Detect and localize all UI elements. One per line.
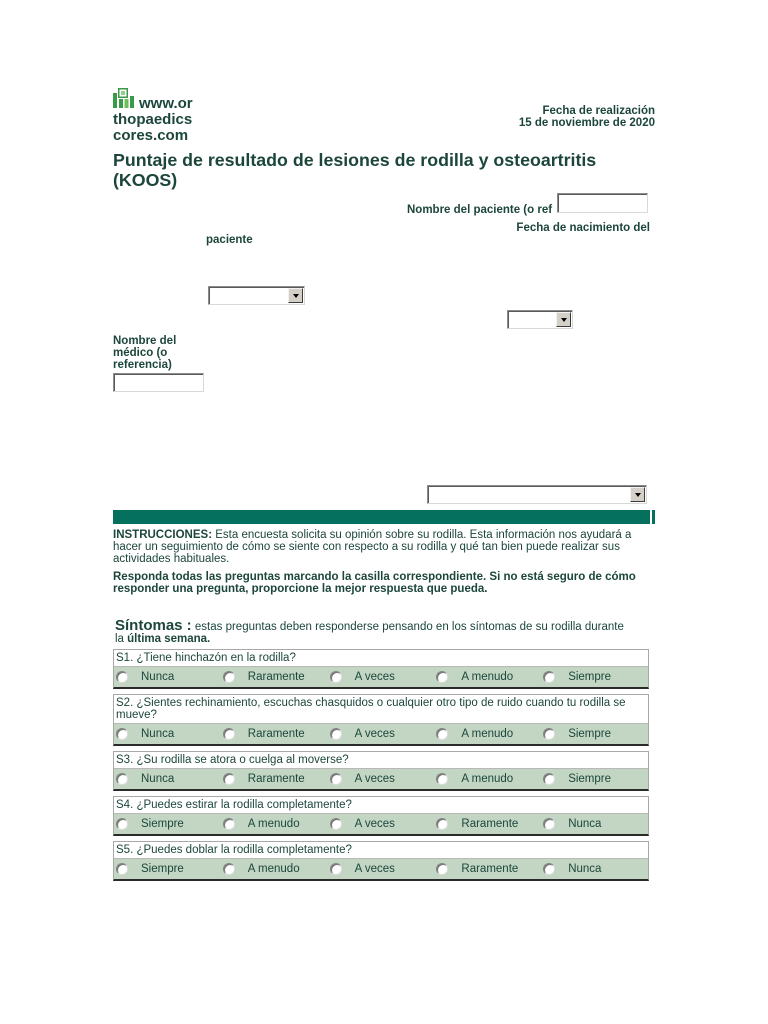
symptoms-period: última semana. [127,633,211,645]
option-label: Siempre [141,863,184,875]
option-label: A menudo [461,671,514,683]
radio-button[interactable] [330,818,342,830]
secondary-select[interactable] [507,310,573,329]
radio-button[interactable] [223,671,235,683]
site-name-line: thopaedics [113,111,193,128]
s1-option-nunca[interactable] [114,667,221,687]
radio-button[interactable] [543,773,555,785]
symptoms-intro-end-text: la [115,633,124,645]
s4-option-a-veces[interactable] [328,814,435,834]
dropdown-button[interactable] [630,487,645,502]
radio-button[interactable] [223,728,235,740]
wide-select[interactable] [427,485,647,504]
radio-button[interactable] [436,863,448,875]
site-name-line: www.or [139,95,193,112]
option-label: Raramente [247,728,305,740]
s5-option-raramente[interactable] [434,859,541,879]
option-label: Nunca [141,773,175,785]
radio-button[interactable] [436,818,448,830]
question-text: S2. ¿Sientes rechinamiento, escuchas chasquidos o cualquier otro tipo de ruido cuando tu rodilla se mueve? [114,695,648,724]
s5-option-siempre[interactable] [114,859,221,879]
radio-button[interactable] [116,773,128,785]
page-title: Puntaje de resultado de lesiones de rodilla y osteoartritis (KOOS) [113,150,597,190]
doctor-label-line: referencia) [113,359,172,371]
option-label: Nunca [568,863,602,875]
question-s4 [113,796,649,836]
s4-option-a-menudo[interactable] [221,814,328,834]
s1-option-raramente[interactable] [221,667,328,687]
option-label: A menudo [461,773,514,785]
s3-option-siempre[interactable] [541,769,648,789]
completion-date-block [519,105,655,129]
s5-option-nunca[interactable] [541,859,648,879]
s5-option-a-menudo[interactable] [221,859,328,879]
option-label: A menudo [247,818,300,830]
radio-button[interactable] [543,728,555,740]
completion-date-label: Fecha de realización [542,105,655,117]
radio-button[interactable] [330,773,342,785]
s3-option-a-veces[interactable] [328,769,435,789]
option-label: Raramente [461,863,519,875]
option-label: A veces [354,728,395,740]
option-label: Siempre [568,773,612,785]
s1-option-siempre[interactable] [541,667,648,687]
patient-name-input[interactable] [557,193,648,213]
radio-button[interactable] [223,818,235,830]
answer-options [114,814,648,834]
radio-button[interactable] [116,671,128,683]
radio-button[interactable] [223,863,235,875]
instructions-body: Esta encuesta solicita su opinión sobre su rodilla. Esta información nos ayudará a hacer un seguimiento de cómo se siente con respecto a su rodilla y qué tan bien puede realizar sus actividades habituales. [113,529,632,565]
option-label: Raramente [461,818,519,830]
option-label: A veces [354,863,395,875]
radio-button[interactable] [436,728,448,740]
symptoms-questions [113,649,649,886]
option-label: Siempre [568,728,612,740]
site-name-link[interactable] [113,96,193,144]
radio-button[interactable] [543,671,555,683]
doctor-name-label [113,335,176,371]
option-label: Raramente [247,671,305,683]
radio-button[interactable] [330,728,342,740]
radio-button[interactable] [223,773,235,785]
symptoms-intro-end [115,633,210,645]
question-s5 [113,841,649,881]
option-label: A menudo [247,863,300,875]
question-text: S5. ¿Puedes doblar la rodilla completamente? [114,842,648,859]
option-label: A veces [354,818,395,830]
chevron-down-icon [635,493,641,497]
question-text: S1. ¿Tiene hinchazón en la rodilla? [114,650,648,667]
s1-option-a-veces[interactable] [328,667,435,687]
option-label: Nunca [141,728,175,740]
instructions-lead: INSTRUCCIONES: [113,529,213,541]
s3-option-a-menudo[interactable] [434,769,541,789]
birth-date-select[interactable] [208,286,305,305]
birth-date-label-continued: paciente [206,234,253,246]
section-divider-bar [113,510,650,524]
s2-option-a-veces[interactable] [328,724,435,744]
s3-option-nunca[interactable] [114,769,221,789]
radio-button[interactable] [116,818,128,830]
option-label: Siempre [568,671,612,683]
question-s3 [113,751,649,791]
s2-option-a-menudo[interactable] [434,724,541,744]
dropdown-button[interactable] [288,288,303,303]
s4-option-raramente[interactable] [434,814,541,834]
symptoms-title: Síntomas : [115,617,192,634]
completion-date-value: 15 de noviembre de 2020 [518,117,655,129]
s5-option-a-veces[interactable] [328,859,435,879]
chevron-down-icon [293,294,299,298]
doctor-name-input[interactable] [113,373,204,392]
chevron-down-icon [561,318,567,322]
option-label: Nunca [568,818,602,830]
option-label: Raramente [247,773,305,785]
s2-option-nunca[interactable] [114,724,221,744]
doctor-label-line: médico (o [113,347,168,359]
dropdown-button[interactable] [556,312,571,327]
option-label: A menudo [461,728,514,740]
option-label: A veces [354,773,395,785]
radio-button[interactable] [436,773,448,785]
radio-button[interactable] [543,818,555,830]
question-text: S4. ¿Puedes estirar la rodilla completamente? [114,797,648,814]
option-label: Siempre [141,818,184,830]
radio-button[interactable] [330,671,342,683]
answer-options [114,667,648,687]
answer-options [114,724,648,744]
s2-option-raramente[interactable] [221,724,328,744]
instructions-emphasis: Responda todas las preguntas marcando la casilla correspondiente. Si no está seguro de cómo responder una pregunta, proporcione la mejor respuesta que pueda. [113,571,636,595]
answer-options [114,769,648,789]
birth-date-label: Fecha de nacimiento del [516,222,650,234]
question-s2 [113,694,649,746]
s3-option-raramente[interactable] [221,769,328,789]
patient-name-label: Nombre del paciente (o ref [407,204,553,216]
doctor-label-line: Nombre del [113,335,177,347]
instructions-text [113,529,655,565]
symptoms-intro: estas preguntas deben responderse pensando en los síntomas de su rodilla durante [194,621,624,633]
radio-button[interactable] [116,863,128,875]
s4-option-siempre[interactable] [114,814,221,834]
radio-button[interactable] [116,728,128,740]
radio-button[interactable] [436,671,448,683]
radio-button[interactable] [543,863,555,875]
section-divider-bar-end [652,510,655,524]
site-name-line: cores.com [113,127,189,144]
answer-options [114,859,648,879]
radio-button[interactable] [330,863,342,875]
option-label: Nunca [141,671,175,683]
question-text: S3. ¿Su rodilla se atora o cuelga al moverse? [114,752,648,769]
s4-option-nunca[interactable] [541,814,648,834]
question-s1 [113,649,649,689]
s1-option-a-menudo[interactable] [434,667,541,687]
option-label: A veces [354,671,395,683]
s2-option-siempre[interactable] [541,724,648,744]
